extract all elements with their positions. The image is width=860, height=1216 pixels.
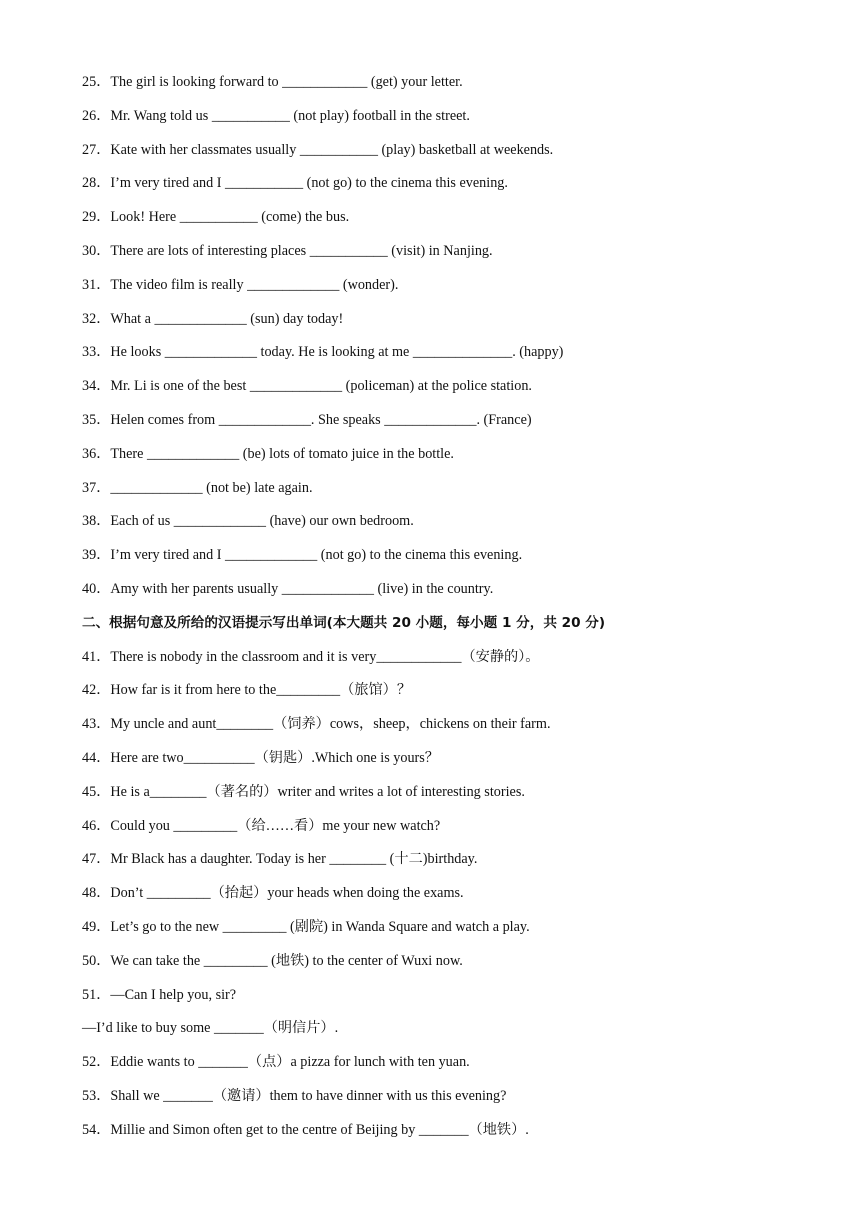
question-53: 53．Shall we _______（邀请）them to have dinner with us this evening? — [82, 1087, 507, 1104]
question-29: 29．Look! Here ___________ (come) the bus. — [82, 209, 350, 226]
question-32: 32．What a _____________ (sun) day today! — [82, 310, 344, 327]
question-40: 40．Amy with her parents usually _____________ (live) in the country. — [82, 580, 494, 597]
question-26: 26．Mr. Wang told us ___________ (not play) football in the street. — [82, 107, 470, 124]
question-27: 27．Kate with her classmates usually ___________ (play) basketball at weekends. — [82, 141, 554, 158]
question-43: 43．My uncle and aunt________（饲养）cows，sheep，chickens on their farm. — [82, 716, 551, 733]
question-46: 46．Could you _________（给……看）me your new watch? — [82, 817, 441, 834]
question-42: 42．How far is it from here to the_________（旅馆）？ — [82, 682, 412, 699]
question-list — [82, 72, 822, 1154]
question-41: 41．There is nobody in the classroom and it is very____________（安静的）。 — [82, 648, 540, 665]
question-51-reply: —I’d like to buy some _______（明信片）. — [82, 1020, 339, 1037]
question-31: 31．The video film is really _____________ (wonder). — [82, 276, 399, 293]
question-50: 50．We can take the _________ (地铁) to the center of Wuxi now. — [82, 952, 463, 969]
question-25: 25．The girl is looking forward to ____________ (get) your letter. — [82, 74, 463, 90]
question-48: 48．Don’t _________（抬起）your heads when doing the exams. — [82, 885, 464, 902]
question-38: 38．Each of us _____________ (have) our own bedroom. — [82, 513, 414, 530]
question-44: 44．Here are two__________（钥匙）.Which one is yours？ — [82, 749, 439, 766]
question-52: 52．Eddie wants to _______（点）a pizza for lunch with ten yuan. — [82, 1054, 470, 1071]
question-54: 54．Millie and Simon often get to the centre of Beijing by _______（地铁）. — [82, 1121, 529, 1138]
question-51: 51．—Can I help you, sir? — [82, 986, 237, 1003]
question-28: 28．I’m very tired and I ___________ (not go) to the cinema this evening. — [82, 175, 508, 192]
question-37: 37．_____________ (not be) late again. — [82, 479, 313, 496]
question-39: 39．I’m very tired and I _____________ (not go) to the cinema this evening. — [82, 547, 523, 564]
question-33: 33．He looks _____________ today. He is looking at me ______________. (happy) — [82, 344, 564, 361]
question-35: 35．Helen comes from _____________. She speaks _____________. (France) — [82, 411, 532, 428]
question-45: 45．He is a________（著名的）writer and writes a lot of interesting stories. — [82, 783, 525, 800]
question-49: 49．Let’s go to the new _________ (剧院) in Wanda Square and watch a play. — [82, 918, 530, 935]
section-heading: 二、根据句意及所给的汉语提示写出单词(本大题共 20 小题，每小题 1 分，共 20 分) — [82, 614, 606, 631]
question-47: 47．Mr Black has a daughter. Today is her ________ (十二)birthday. — [82, 851, 478, 868]
question-36: 36．There _____________ (be) lots of tomato juice in the bottle. — [82, 445, 454, 462]
question-34: 34．Mr. Li is one of the best _____________ (policeman) at the police station. — [82, 378, 532, 395]
question-30: 30．There are lots of interesting places ___________ (visit) in Nanjing. — [82, 242, 493, 259]
